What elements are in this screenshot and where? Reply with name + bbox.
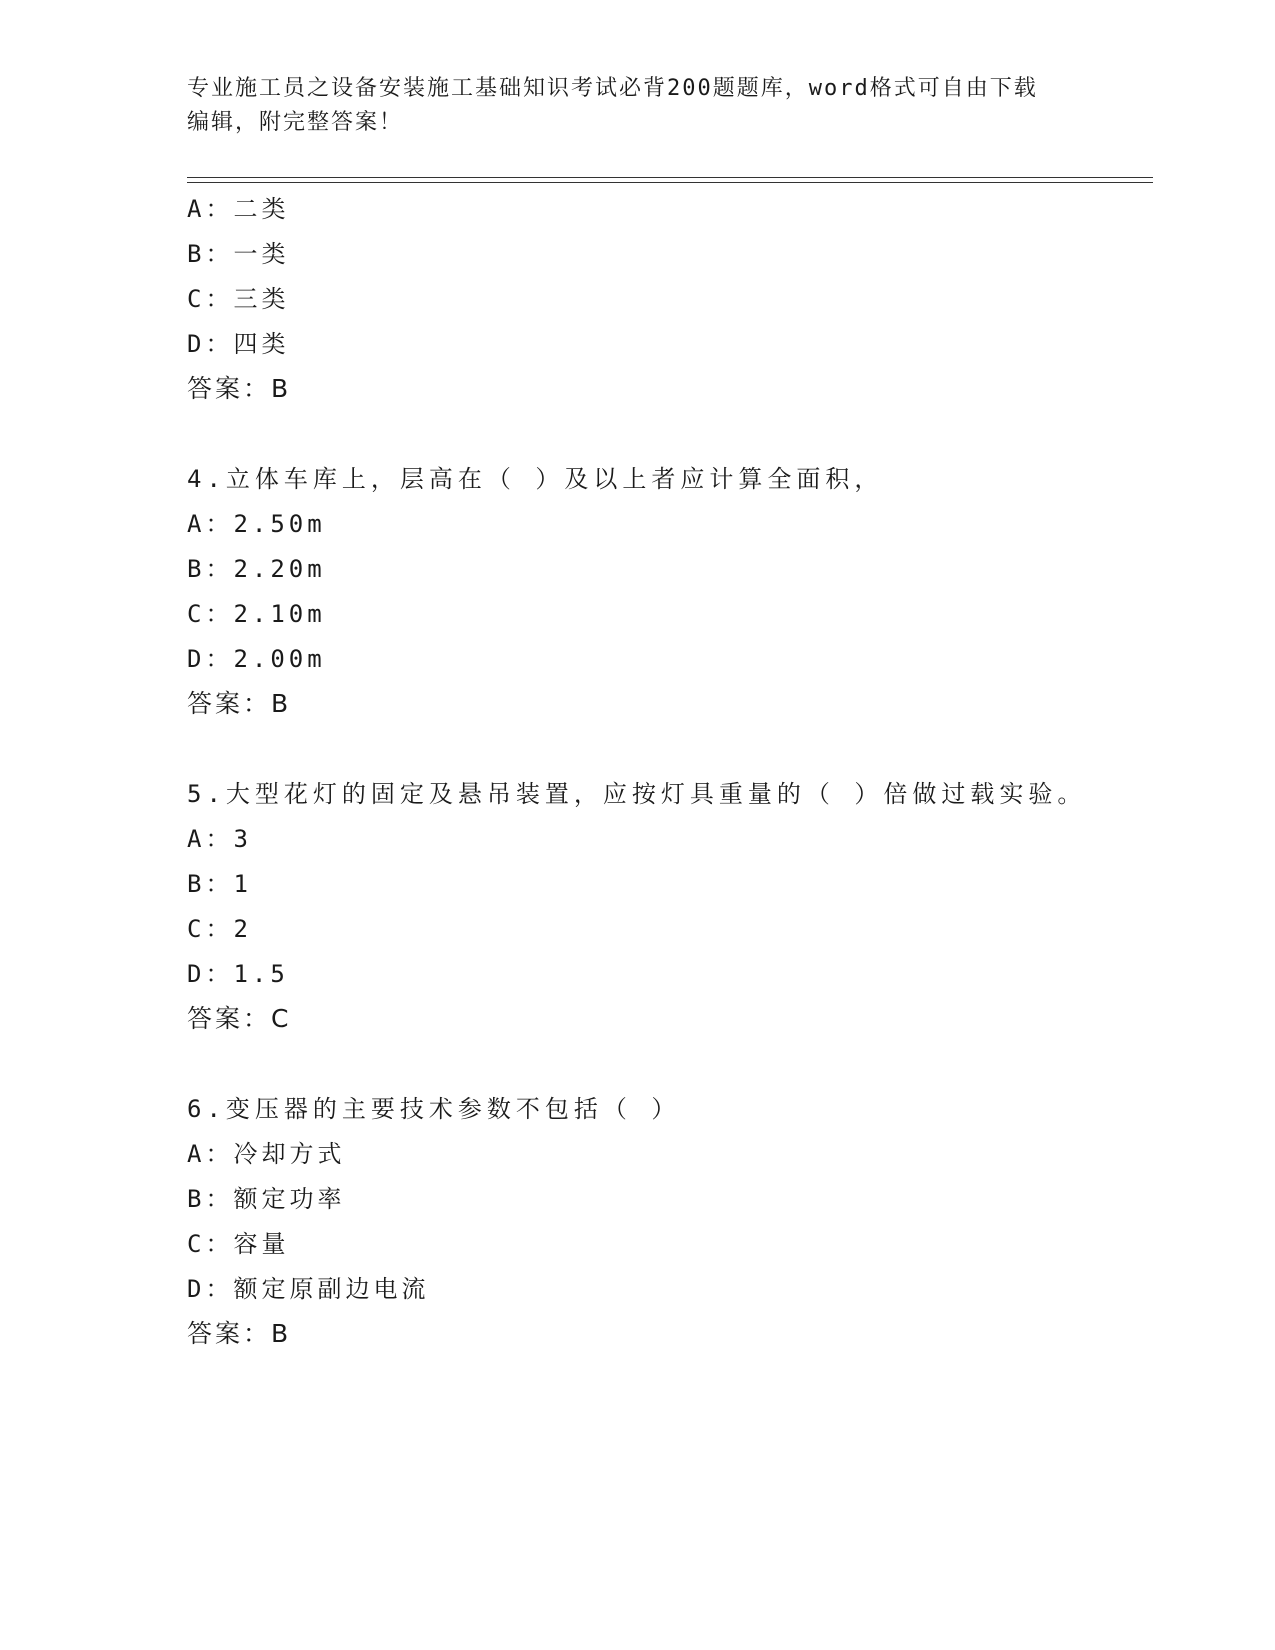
option-c: C：容量: [187, 1230, 290, 1258]
option-b: B：2.20m: [187, 555, 326, 583]
answer: 答案：B: [187, 1319, 292, 1348]
option-c: C：三类: [187, 285, 290, 313]
option-a: A：2.50m: [187, 510, 326, 538]
option-d: D：额定原副边电流: [187, 1275, 430, 1303]
header-divider-bottom: [187, 182, 1153, 183]
option-d: D：1.5: [187, 960, 289, 988]
answer: 答案：C: [187, 1004, 292, 1033]
option-a: A：二类: [187, 195, 290, 223]
question-text: 5.大型花灯的固定及悬吊装置，应按灯具重量的（ ）倍做过载实验。: [187, 780, 1087, 808]
option-c: C：2: [187, 915, 252, 943]
question-text: 6.变压器的主要技术参数不包括（ ）: [187, 1095, 681, 1123]
document-header: [187, 72, 1087, 140]
option-a: A：冷却方式: [187, 1140, 346, 1168]
option-b: B：额定功率: [187, 1185, 346, 1213]
header-title-line-1: 专业施工员之设备安装施工基础知识考试必背200题题库，word格式可自由下载: [187, 76, 1038, 101]
option-d: D：2.00m: [187, 645, 326, 673]
answer: 答案：B: [187, 374, 292, 403]
option-b: B：1: [187, 870, 252, 898]
question-text: 4.立体车库上，层高在（ ）及以上者应计算全面积，: [187, 465, 884, 493]
option-a: A：3: [187, 825, 252, 853]
option-d: D：四类: [187, 330, 290, 358]
option-c: C：2.10m: [187, 600, 326, 628]
answer: 答案：B: [187, 689, 292, 718]
option-b: B：一类: [187, 240, 290, 268]
header-title-line-2: 编辑，附完整答案！: [187, 110, 404, 135]
header-divider-top: [187, 177, 1153, 178]
